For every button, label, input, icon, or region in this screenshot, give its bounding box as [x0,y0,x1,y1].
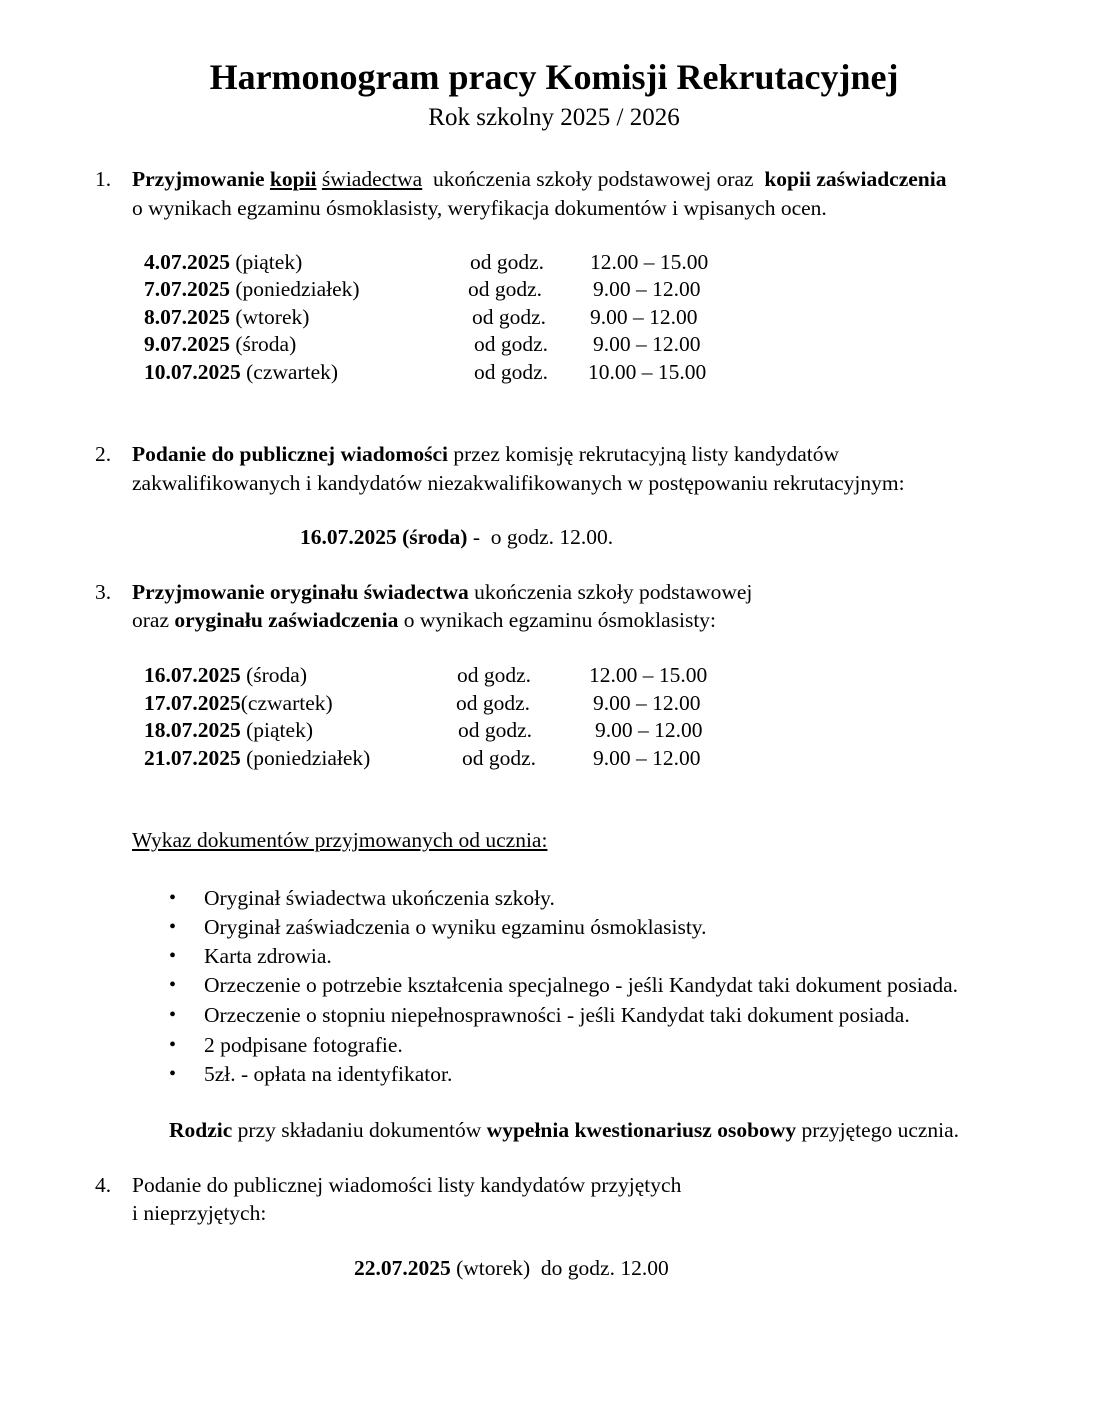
schedule-row-date: 10.07.2025 (czwartek) [144,360,339,384]
parent-note: Rodzic przy składaniu dokumentów wypełnia kwestionariusz osobowy przyjętego ucznia. [169,1118,960,1142]
schedule-row-hours: 9.00 – 12.00 [593,332,701,356]
schedule-row-date: 21.07.2025 (poniedziałek) [144,746,371,770]
section-1-seg-1: kopii [269,167,317,191]
schedule-row-hours: 12.00 – 15.00 [589,663,708,687]
section-1-seg-3: świadectwa [321,167,423,191]
schedule-row-label: od godz. [457,663,532,687]
schedule-row-label: od godz. [456,691,531,715]
section-2-date: 16.07.2025 (środa) - o godz. 12.00. [300,525,614,549]
schedule-row-date: 9.07.2025 (środa) [144,332,297,356]
documents-heading: Wykaz dokumentów przyjmowanych od ucznia: [132,828,548,852]
section-4-date: 22.07.2025 (wtorek) do godz. 12.00 [354,1256,669,1280]
schedule-row-hours: 10.00 – 15.00 [588,360,707,384]
schedule-row-hours: 9.00 – 12.00 [593,746,701,770]
page-subtitle: Rok szkolny 2025 / 2026 [428,104,680,131]
section-1-seg-5: kopii zaświadczenia [764,167,947,191]
bullet-icon: • [169,1034,177,1056]
schedule-row-date: 4.07.2025 (piątek) [144,250,303,274]
section-4-number: 4. [95,1173,112,1197]
bullet-icon: • [169,945,177,967]
section-3-line-1: Przyjmowanie oryginału świadectwa ukończenia szkoły podstawowej [132,580,753,604]
bullet-icon: • [169,1063,177,1085]
schedule-row-label: od godz. [458,718,533,742]
section-3-number: 3. [95,580,112,604]
schedule-row-hours: 9.00 – 12.00 [590,305,698,329]
section-2-number: 2. [95,442,112,466]
bullet-icon: • [169,1004,177,1026]
bullet-icon: • [169,974,177,996]
section-1-line-1 [132,165,947,194]
schedule-row-label: od godz. [474,360,549,384]
list-item: 5zł. - opłata na identyfikator. [204,1062,453,1086]
schedule-row-hours: 9.00 – 12.00 [595,718,703,742]
schedule-row-label: od godz. [468,277,543,301]
schedule-row-date: 8.07.2025 (wtorek) [144,305,310,329]
schedule-row-label: od godz. [472,305,547,329]
section-4-line-1: Podanie do publicznej wiadomości listy kandydatów przyjętych [132,1173,682,1197]
section-2-line-2: zakwalifikowanych i kandydatów niezakwalifikowanych w postępowaniu rekrutacyjnym: [132,471,905,495]
schedule-row-date: 18.07.2025 (piątek) [144,718,313,742]
schedule-row-hours: 9.00 – 12.00 [593,277,701,301]
list-item: Oryginał zaświadczenia o wyniku egzaminu ósmoklasisty. [204,915,707,939]
page-title: Harmonogram pracy Komisji Rekrutacyjnej [209,57,899,97]
schedule-row-label: od godz. [462,746,537,770]
section-1-number: 1. [95,167,112,191]
list-item: Oryginał świadectwa ukończenia szkoły. [204,886,555,910]
section-1-line-2: o wynikach egzaminu ósmoklasisty, weryfikacja dokumentów i wpisanych ocen. [132,196,827,220]
list-item: Orzeczenie o stopniu niepełnosprawności - jeśli Kandydat taki dokument posiada. [204,1003,910,1027]
schedule-row-label: od godz. [470,250,545,274]
schedule-row-date: 7.07.2025 (poniedziałek) [144,277,360,301]
schedule-row-label: od godz. [474,332,549,356]
section-3-line-2: oraz oryginału zaświadczenia o wynikach egzaminu ósmoklasisty: [132,608,717,632]
section-4-line-2: i nieprzyjętych: [132,1201,267,1225]
section-2-line-1: Podanie do publicznej wiadomości przez komisję rekrutacyjną listy kandydatów [132,442,840,466]
list-item: 2 podpisane fotografie. [204,1033,403,1057]
schedule-row-date: 17.07.2025(czwartek) [144,691,333,715]
schedule-row-date: 16.07.2025 (środa) [144,663,308,687]
bullet-icon: • [169,916,177,938]
schedule-row-hours: 12.00 – 15.00 [590,250,709,274]
section-1-seg-4: ukończenia szkoły podstawowej oraz [422,167,765,191]
list-item: Karta zdrowia. [204,944,332,968]
bullet-icon: • [169,887,177,909]
section-1-seg-0: Przyjmowanie [132,167,270,191]
list-item: Orzeczenie o potrzebie kształcenia specjalnego - jeśli Kandydat taki dokument posiada. [204,973,958,997]
schedule-row-hours: 9.00 – 12.00 [593,691,701,715]
